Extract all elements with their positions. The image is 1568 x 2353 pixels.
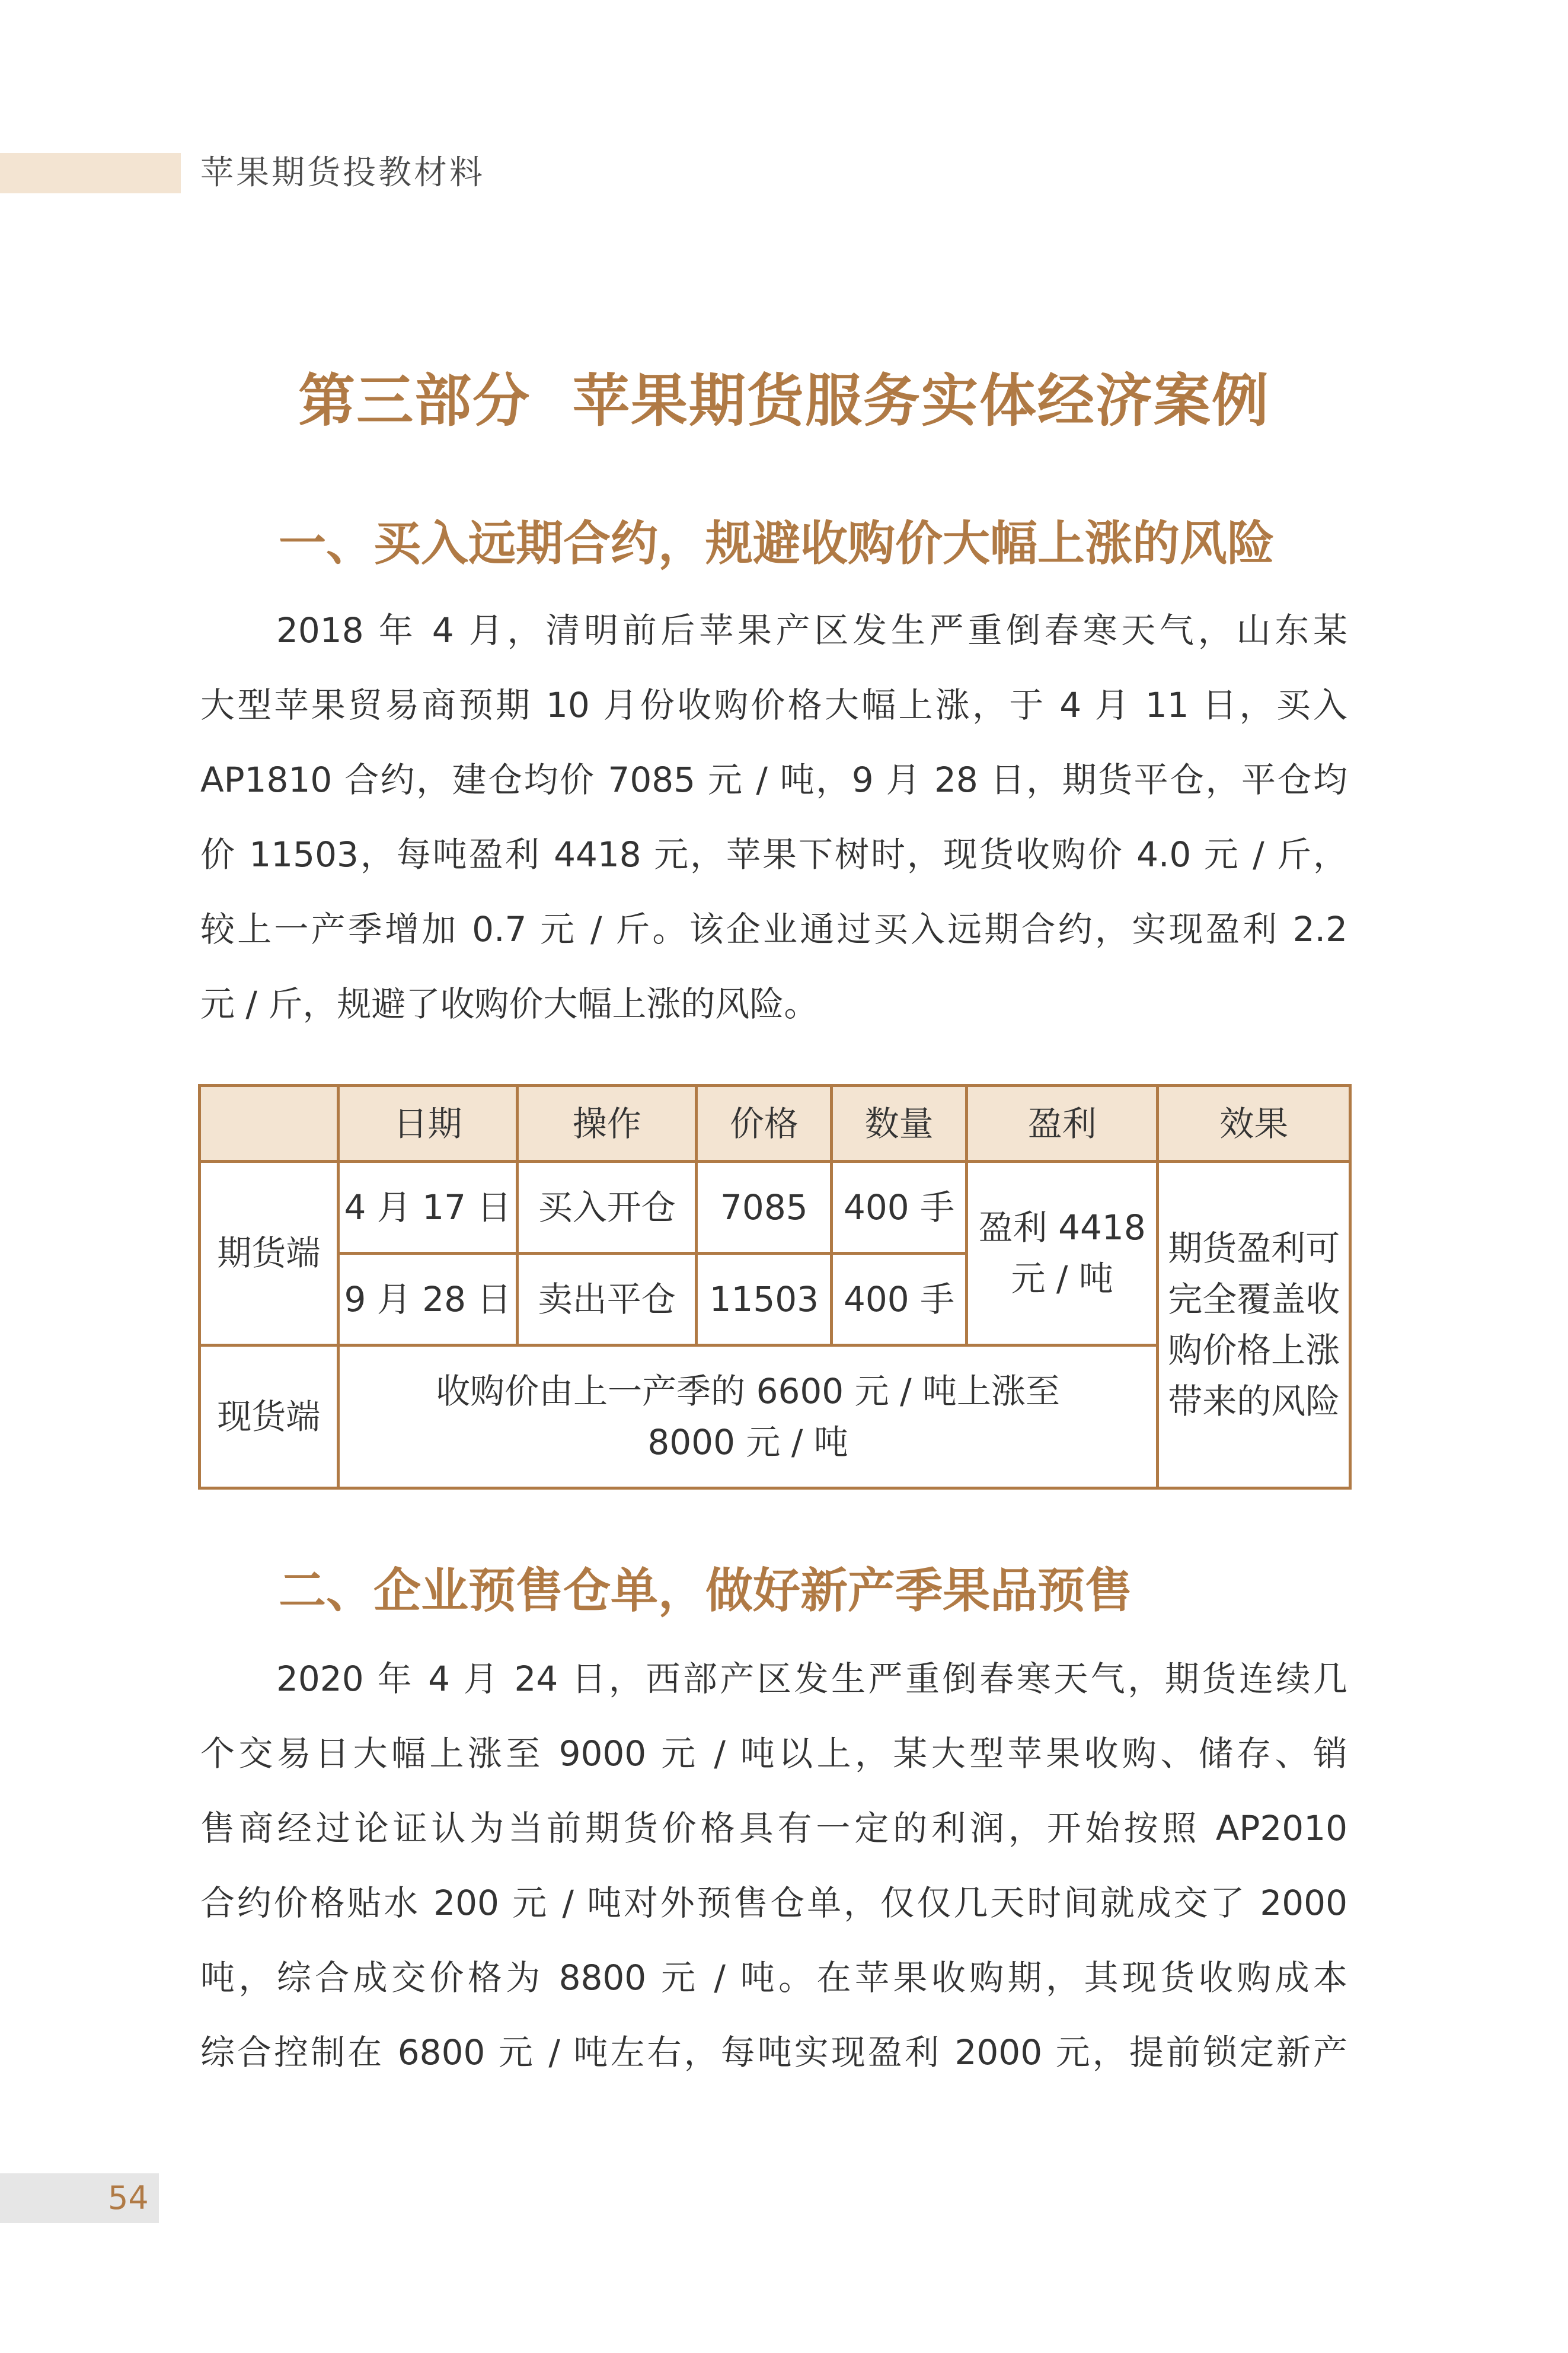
section-1-paragraph [200,593,1347,1041]
effect-cell: 期货盈利可完全覆盖收购价格上涨带来的风险 [1158,1162,1350,1488]
page-number: 54 [108,2179,149,2217]
futures-label-cell: 期货端 [200,1162,338,1345]
header-cell: 日期 [338,1086,517,1162]
price-cell: 7085 [697,1162,832,1254]
part-title: 第三部分 苹果期货服务实体经济案例 [298,368,1270,434]
paragraph-line: 元 / 斤，规避了收购价大幅上涨的风险。 [200,984,819,1024]
operation-cell: 买入开仓 [518,1162,697,1254]
header-cell: 操作 [518,1086,697,1162]
header-cell [200,1086,338,1162]
paragraph-line: 售商经过论证认为当前期货价格具有一定的利润，开始按照 AP2010 [200,1808,1347,1848]
paragraph-line: 合约价格贴水 200 元 / 吨对外预售仓单，仅仅几天时间就成交了 2000 [200,1883,1347,1923]
profit-cell: 盈利 4418 元 / 吨 [966,1162,1157,1345]
paragraph-line: 2018 年 4 月，清明前后苹果产区发生严重倒春寒天气，山东某 [276,610,1347,651]
paragraph-line: 综合控制在 6800 元 / 吨左右，每吨实现盈利 2000 元，提前锁定新产 [200,2032,1347,2073]
table-row [200,1162,1350,1254]
running-header: 苹果期货投教材料 [200,154,485,192]
section-2-paragraph [200,1641,1347,2090]
header-cell: 效果 [1158,1086,1350,1162]
section-1-heading: 一、买入远期合约，规避收购价大幅上涨的风险 [279,515,1275,571]
date-cell: 9 月 28 日 [338,1253,517,1345]
section-2-heading: 二、企业预售仓单，做好新产季果品预售 [279,1563,1132,1618]
header-cell: 数量 [832,1086,967,1162]
paragraph-line: 2020 年 4 月 24 日，西部产区发生严重倒春寒天气，期货连续几 [276,1659,1347,1699]
paragraph-line: 大型苹果贸易商预期 10 月份收购价格大幅上涨，于 4 月 11 日，买入 [200,685,1347,725]
paragraph-line: 个交易日大幅上涨至 9000 元 / 吨以上，某大型苹果收购、储存、销 [200,1733,1347,1774]
table-header-row [200,1086,1350,1162]
spot-text-cell [338,1345,1158,1488]
trade-table [198,1084,1352,1490]
price-cell: 11503 [697,1253,832,1345]
spot-label-cell: 现货端 [200,1345,338,1488]
quantity-cell: 400 手 [832,1253,967,1345]
date-cell: 4 月 17 日 [338,1162,517,1254]
header-cell: 盈利 [966,1086,1157,1162]
paragraph-line: 较上一产季增加 0.7 元 / 斤。该企业通过买入远期合约，实现盈利 2.2 [200,909,1347,949]
paragraph-line: 吨，综合成交价格为 8800 元 / 吨。在苹果收购期，其现货收购成本 [200,1957,1347,1998]
quantity-cell: 400 手 [832,1162,967,1254]
paragraph-line: AP1810 合约，建仓均价 7085 元 / 吨，9 月 28 日，期货平仓，平仓均 [200,760,1347,800]
header-cell: 价格 [697,1086,832,1162]
header-accent-bar [0,153,181,193]
paragraph-line: 价 11503，每吨盈利 4418 元，苹果下树时，现货收购价 4.0 元 / 斤， [200,834,1347,875]
spot-text: 收购价由上一产季的 6600 元 / 吨上涨至 8000 元 / 吨 [436,1370,1061,1462]
operation-cell: 卖出平仓 [518,1253,697,1345]
